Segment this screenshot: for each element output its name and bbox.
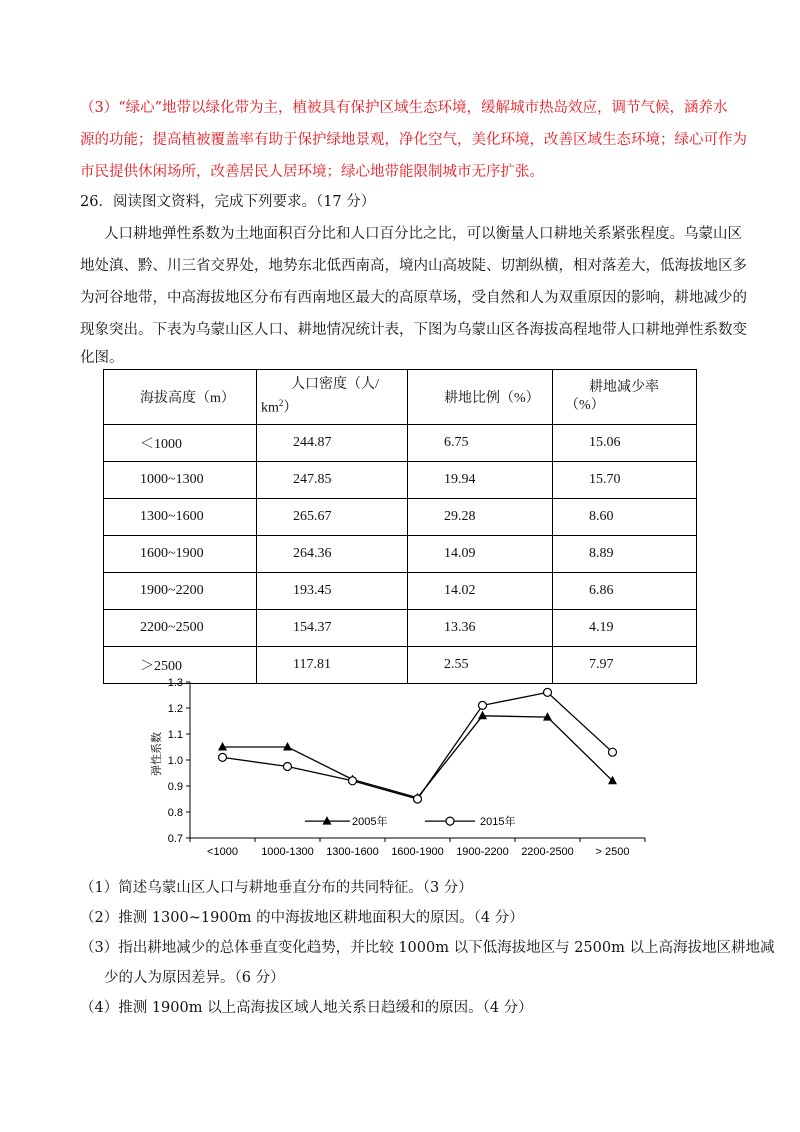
cell-altitude: 1000~1300: [104, 462, 257, 499]
cell-altitude: 2200~2500: [104, 610, 257, 647]
series-1-point: [284, 763, 292, 771]
cell-density: 244.87: [257, 425, 408, 462]
intro-line-3: 为河谷地带，中高海拔地区分布有西南地区最大的高原草场，受自然和人为双重原因的影响，耕地减少的: [80, 290, 747, 306]
series-line-1: [223, 692, 613, 799]
x-tick-label: 1000-1300: [261, 846, 314, 858]
y-tick-label: 0.9: [167, 781, 183, 793]
legend-marker-1: [446, 817, 454, 825]
cell-reduce: 6.86: [553, 573, 697, 610]
y-tick-label: 1.2: [167, 703, 183, 715]
answer-line-1: （3）“绿心”地带以绿化带为主，植被具有保护区域生态环境，缓解城市热岛效应，调节气候，涵养水: [80, 100, 728, 116]
y-axis-label: 弹性系数: [151, 732, 163, 776]
header-density-close: ）: [283, 400, 298, 416]
cell-density: 117.81: [257, 647, 408, 684]
table-row: [104, 499, 697, 536]
question-header: 26．阅读图文资料，完成下列要求。（17 分）: [80, 194, 376, 210]
table-row: [104, 536, 697, 573]
cell-density: 265.67: [257, 499, 408, 536]
cell-altitude: ＜1000: [104, 425, 257, 462]
series-0-point: [543, 712, 552, 721]
header-density-sup: 2: [278, 398, 284, 409]
cell-density: 193.45: [257, 573, 408, 610]
series-0-point: [283, 742, 292, 751]
y-tick-label: 1.0: [167, 755, 183, 767]
elasticity-line-chart: [140, 676, 650, 862]
y-tick-label: 1.1: [167, 729, 183, 741]
series-1-point: [544, 688, 552, 696]
y-tick-label: 0.7: [167, 833, 183, 845]
x-tick-label: 1300-1600: [326, 846, 379, 858]
header-reduce-line2: （%）: [565, 398, 605, 413]
question-4: （4）推测 1900m 以上高海拔区域人地关系日趋缓和的原因。（4 分）: [80, 1000, 533, 1016]
header-density-unit: km: [261, 400, 279, 416]
question-3-line-1: （3）指出耕地减少的总体垂直变化趋势，并比较 1000m 以下低海拔地区与 2500m 以上高海拔地区耕地减: [80, 940, 775, 956]
header-altitude: 海拔高度（m）: [104, 370, 257, 425]
header-reduce-text: [565, 379, 659, 415]
cell-reduce: 15.06: [553, 425, 697, 462]
table-row: [104, 610, 697, 647]
cell-ratio: 14.02: [408, 573, 553, 610]
series-0-point: [478, 711, 487, 720]
statistics-table: [103, 369, 697, 684]
cell-density: 247.85: [257, 462, 408, 499]
question-3-line-2: 少的人为原因差异。（6 分）: [104, 970, 285, 986]
series-1-point: [414, 795, 422, 803]
cell-ratio: 14.09: [408, 536, 553, 573]
series-0-point: [218, 742, 227, 751]
cell-ratio: 29.28: [408, 499, 553, 536]
cell-reduce: 8.89: [553, 536, 697, 573]
x-tick-label: > 2500: [595, 846, 630, 858]
y-tick-label: 0.8: [167, 807, 183, 819]
header-reduce-line1: 耕地减少率: [589, 380, 659, 395]
series-1-point: [479, 701, 487, 709]
cell-altitude: 1900~2200: [104, 573, 257, 610]
x-tick-label: 1600-1900: [391, 846, 444, 858]
table-header-row: [104, 370, 697, 425]
series-1-point: [609, 748, 617, 756]
header-density: [257, 370, 408, 425]
cell-ratio: 19.94: [408, 462, 553, 499]
intro-line-4: 现象突出。下表为乌蒙山区人口、耕地情况统计表，下图为乌蒙山区各海拔高程地带人口耕地弹性系数变: [80, 322, 747, 338]
cell-altitude: 1600~1900: [104, 536, 257, 573]
header-reduce: [553, 370, 697, 425]
cell-altitude: ＞2500: [104, 647, 257, 684]
series-line-0: [223, 716, 613, 798]
legend-marker-0: [323, 816, 332, 825]
cell-reduce: 4.19: [553, 610, 697, 647]
cell-reduce: 15.70: [553, 462, 697, 499]
question-1: （1）简述乌蒙山区人口与耕地垂直分布的共同特征。（3 分）: [80, 880, 473, 896]
intro-line-5: 化图。: [80, 350, 124, 366]
series-1-point: [349, 777, 357, 785]
table-row: [104, 573, 697, 610]
cell-density: 154.37: [257, 610, 408, 647]
x-tick-label: <1000: [207, 846, 238, 858]
intro-line-1: 人口耕地弹性系数为土地面积百分比和人口百分比之比，可以衡量人口耕地关系紧张程度。乌蒙山区: [104, 226, 742, 242]
cell-reduce: 7.97: [553, 647, 697, 684]
cell-ratio: 6.75: [408, 425, 553, 462]
cell-density: 264.36: [257, 536, 408, 573]
question-2: （2）推测 1300~1900m 的中海拔地区耕地面积大的原因。（4 分）: [80, 910, 524, 926]
table-row: [104, 462, 697, 499]
series-1-point: [219, 753, 227, 761]
answer-line-2: 源的功能；提高植被覆盖率有助于保护绿地景观，净化空气，美化环境，改善区域生态环境；绿心可作为: [80, 132, 747, 148]
table-body: [104, 425, 697, 684]
legend-label-0: 2005年: [352, 816, 388, 829]
header-density-text: [261, 376, 379, 418]
header-density-line1: 人口密度（人/: [291, 377, 379, 393]
cell-ratio: 13.36: [408, 610, 553, 647]
table-row: [104, 425, 697, 462]
cell-altitude: 1300~1600: [104, 499, 257, 536]
y-tick-label: 1.3: [167, 677, 183, 689]
answer-line-3: 市民提供休闲场所，改善居民人居环境；绿心地带能限制城市无序扩张。: [80, 164, 544, 180]
cell-reduce: 8.60: [553, 499, 697, 536]
legend-label-1: 2015年: [480, 816, 516, 829]
header-ratio: 耕地比例（%）: [408, 370, 553, 425]
cell-ratio: 2.55: [408, 647, 553, 684]
x-tick-label: 2200-2500: [521, 846, 574, 858]
x-tick-label: 1900-2200: [456, 846, 509, 858]
intro-line-2: 地处滇、黔、川三省交界处，地势东北低西南高，境内山高坡陡、切割纵横，相对落差大，低海拔地区多: [80, 258, 747, 274]
